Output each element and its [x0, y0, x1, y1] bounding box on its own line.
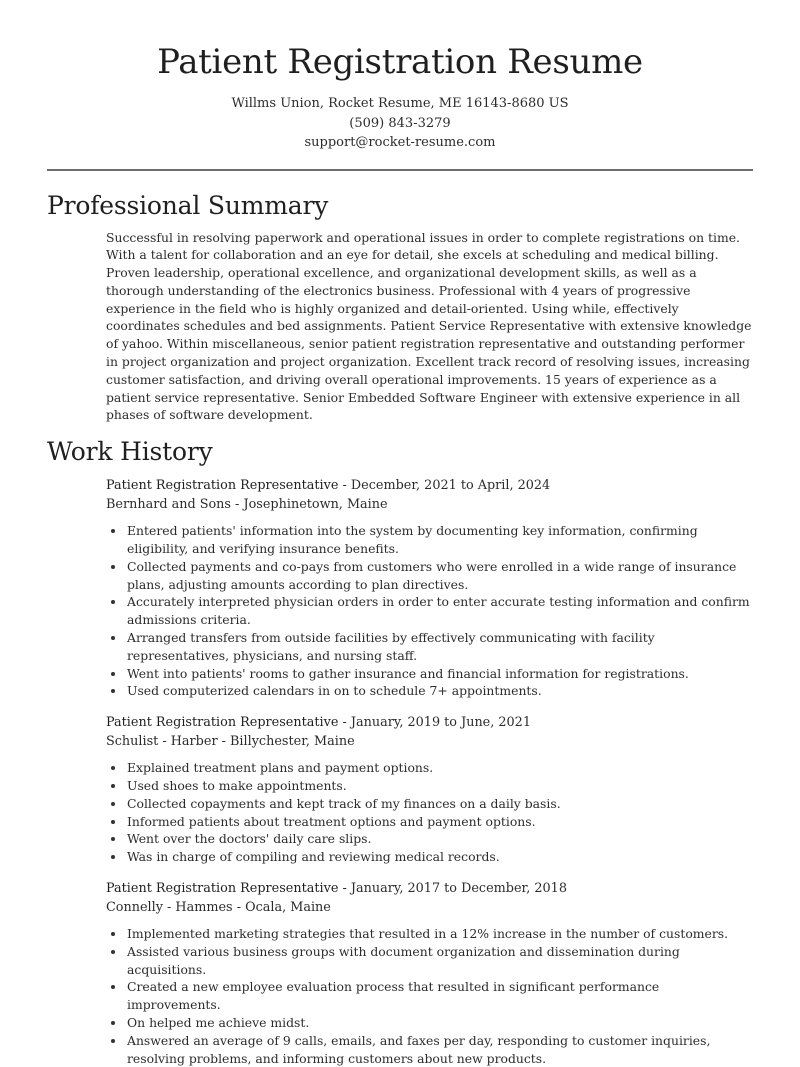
bullet-text: Collected copayments and kept track of my finances on a daily basis. [127, 795, 561, 811]
bullet-icon [111, 565, 115, 569]
bullet-icon [111, 932, 115, 936]
bullet-icon [111, 672, 115, 676]
bullet-text: Arranged transfers from outside facilities by effectively communicating with facility representatives, physicians, and nursing staff. [127, 630, 655, 663]
job-title: Patient Registration Representative [106, 881, 339, 897]
job-entry [106, 714, 753, 866]
bullet-icon [111, 837, 115, 841]
header-divider [47, 169, 753, 171]
list-item [106, 593, 753, 629]
job-dates: - January, 2019 to June, 2021 [338, 715, 531, 731]
bullet-text: Used shoes to make appointments. [127, 778, 347, 794]
list-item [106, 1032, 753, 1067]
bullet-icon [111, 766, 115, 770]
contact-info [0, 94, 800, 153]
bullet-text: Entered patients' information into the system by documenting key information, confirming eligibility, and verifying insurance benefits. [127, 523, 698, 557]
bullet-text: Accurately interpreted physician orders in order to enter accurate testing information and confirm admissions criteria. [127, 594, 750, 628]
bullet-text: Was in charge of compiling and reviewing medical records. [127, 849, 500, 865]
bullet-text: Explained treatment plans and payment options. [127, 760, 434, 776]
resume-header [0, 0, 800, 153]
bullet-icon [111, 1021, 115, 1025]
job-title-line [106, 880, 753, 899]
bullet-icon [111, 985, 115, 989]
list-item [106, 813, 753, 831]
list-item [106, 830, 753, 848]
job-entry [106, 477, 753, 700]
summary-text: Successful in resolving paperwork and operational issues in order to complete registrations on time. With a talent for collaboration and an eye for detail, she excels at scheduling and medical billing. Proven leadership, operational excellence, and organizational development skills, as well as a thorough understanding of the electronics business. Professional with 4 years of progressive experience in the field who is highly organized and detail-oriented. Using while, effectively coordinates schedules and bed assignments. Patient Service Representative with extensive knowledge of yahoo. Within miscellaneous, senior patient registration representative and outstanding performer in project organization and project organization. Excellent track record of resolving issues, increasing customer satisfaction, and driving overall operational improvements. 15 years of experience as a patient service representative. Senior Embedded Software Engineer with extensive experience in all phases of software development. [106, 229, 752, 423]
bullet-icon [111, 855, 115, 859]
bullet-text: Used computerized calendars in on to schedule 7+ appointments. [127, 683, 542, 699]
section-heading-summary: Professional Summary [47, 190, 329, 220]
bullet-icon [111, 784, 115, 788]
list-item [106, 777, 753, 795]
list-item [106, 629, 753, 665]
bullet-text: Implemented marketing strategies that resulted in a 12% increase in the number of customers. [127, 926, 729, 942]
job-bullets [106, 925, 753, 1067]
job-dates: - January, 2017 to December, 2018 [338, 881, 567, 897]
bullet-text: Created a new employee evaluation process that resulted in significant performance improvements. [127, 979, 660, 1013]
list-item [106, 682, 753, 700]
bullet-text: Assisted various business groups with document organization and dissemination during acquisitions. [127, 943, 680, 977]
list-item [106, 795, 753, 813]
bullet-icon [111, 950, 115, 954]
bullet-icon [111, 529, 115, 533]
contact-address: Willms Union, Rocket Resume, ME 16143-8680 US [231, 96, 569, 111]
list-item [106, 848, 753, 866]
bullet-icon [111, 802, 115, 806]
contact-email: support@rocket-resume.com [304, 135, 496, 150]
list-item [106, 925, 753, 943]
job-company-location: Schulist - Harber - Billychester, Maine [106, 733, 355, 749]
job-title-line [106, 714, 753, 733]
job-company-location: Connelly - Hammes - Ocala, Maine [106, 899, 331, 915]
list-item [106, 1014, 753, 1032]
bullet-icon [111, 1039, 115, 1043]
job-company-location: Bernhard and Sons - Josephinetown, Maine [106, 496, 388, 512]
list-item [106, 943, 753, 979]
job-title: Patient Registration Representative [106, 715, 339, 731]
job-title: Patient Registration Representative [106, 478, 339, 494]
job-dates: - December, 2021 to April, 2024 [338, 478, 551, 494]
work-history-list [106, 477, 753, 1067]
job-bullets [106, 759, 753, 866]
bullet-icon [111, 600, 115, 604]
job-title-line [106, 477, 753, 496]
contact-phone: (509) 843-3279 [349, 115, 451, 131]
list-item [106, 522, 753, 558]
resume-title: Patient Registration Resume [157, 42, 643, 82]
job-entry [106, 880, 753, 1067]
section-heading-work-history: Work History [47, 437, 213, 467]
bullet-text: Informed patients about treatment options and payment options. [127, 813, 536, 829]
bullet-text: Went into patients' rooms to gather insurance and financial information for registrations. [127, 665, 689, 681]
bullet-text: Collected payments and co-pays from customers who were enrolled in a wide range of insurance plans, adjusting amounts according to plan directives. [127, 558, 737, 592]
job-bullets [106, 522, 753, 700]
list-item [106, 665, 753, 683]
bullet-icon [111, 820, 115, 824]
bullet-icon [111, 636, 115, 640]
bullet-text: Went over the doctors' daily care slips. [127, 831, 372, 847]
list-item [106, 759, 753, 777]
bullet-icon [111, 689, 115, 693]
list-item [106, 978, 753, 1014]
bullet-text: Answered an average of 9 calls, emails, and faxes per day, responding to customer inquiries, resolving problems, and informing customers about new products. [127, 1032, 711, 1066]
bullet-text: On helped me achieve midst. [127, 1015, 310, 1030]
list-item [106, 558, 753, 594]
